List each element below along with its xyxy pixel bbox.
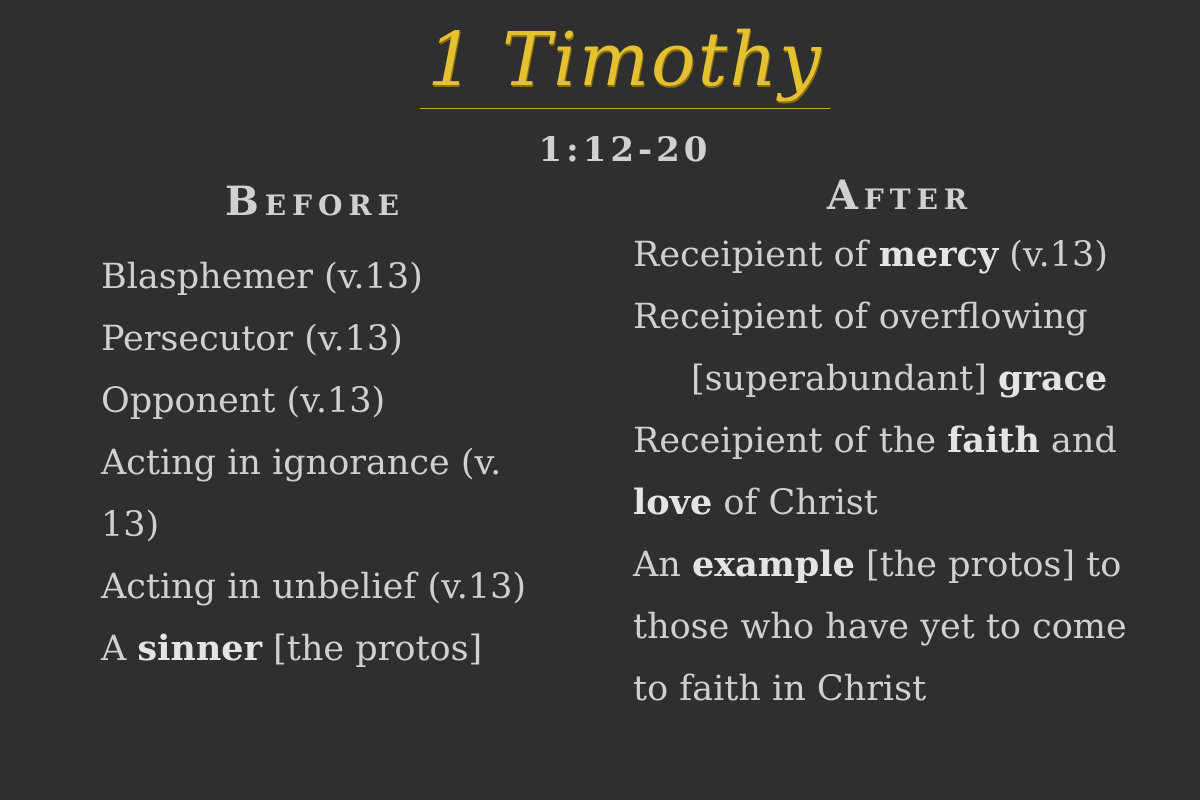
item-text: [the protos] to those who have yet to come to faith in Christ: [633, 545, 1127, 709]
list-item: Blasphemer (v.13): [101, 257, 423, 297]
item-text: and: [1039, 421, 1117, 461]
scripture-reference: 1:12-20: [538, 130, 712, 170]
list-item: [633, 286, 1153, 410]
list-item: Acting in ignorance (v. 13): [101, 443, 502, 545]
item-text: of Christ: [712, 483, 878, 523]
item-continuation: [633, 348, 1153, 410]
slide-title: 1 Timothy: [427, 17, 823, 103]
before-heading: Before: [224, 178, 406, 225]
item-text: [the protos]: [262, 629, 483, 669]
before-list: [101, 246, 541, 680]
list-item: [633, 534, 1153, 720]
item-text: (v.13): [998, 235, 1108, 275]
list-item: [633, 224, 1153, 286]
item-text: Receipient of: [633, 235, 879, 275]
title-underline: [420, 108, 830, 109]
item-text: An: [633, 545, 692, 585]
list-item: Acting in unbelief (v.13): [101, 567, 527, 607]
list-item: Opponent (v.13): [101, 381, 386, 421]
item-text: A: [101, 629, 138, 669]
item-text: Receipient of overflowing: [633, 297, 1088, 337]
item-emphasis: love: [633, 482, 713, 523]
item-text: [superabundant]: [691, 359, 999, 399]
item-emphasis: mercy: [878, 234, 999, 275]
item-emphasis: sinner: [137, 628, 263, 669]
item-emphasis: example: [691, 544, 855, 585]
list-item: [101, 618, 541, 680]
item-emphasis: faith: [947, 420, 1040, 461]
item-text: Receipient of the: [633, 421, 948, 461]
item-emphasis: grace: [998, 358, 1108, 399]
after-list: [633, 224, 1153, 720]
after-heading: After: [826, 172, 974, 219]
list-item: Persecutor (v.13): [101, 319, 403, 359]
list-item: [633, 410, 1153, 534]
